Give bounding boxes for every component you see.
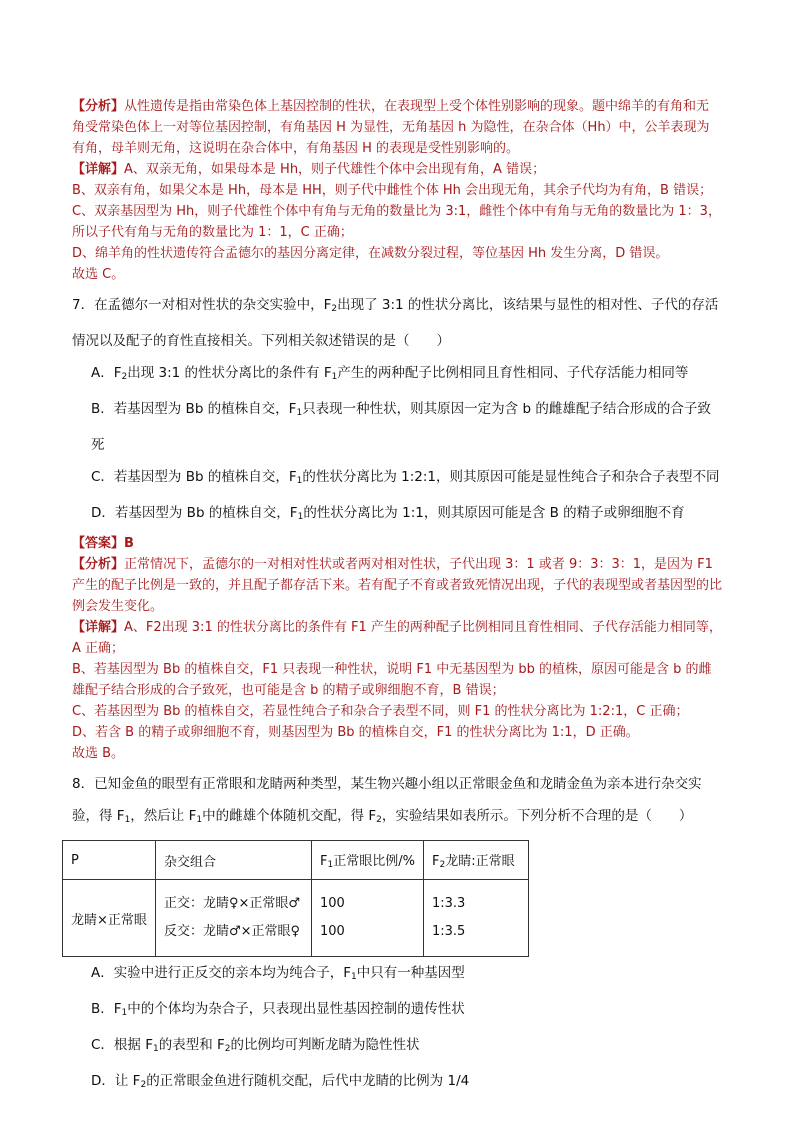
q7-option-a: A．$F_2$出现 3:1 的性状分离比的条件有 $F_1$产生的两种配子比例相同且育性相同、子代存活能力相同等 bbox=[91, 365, 689, 382]
document-page bbox=[72, 96, 722, 1101]
q7-option-c: C．若基因型为 Bb 的植株自交，$F_1$的性状分离比为 1:2:1，则其原因可能是显性纯合子和杂合子表型不同 bbox=[91, 469, 720, 486]
q8-option-c: C．根据 $F_1$的表型和 $F_2$的比例均可判断龙睛为隐性性状 bbox=[91, 1037, 420, 1054]
cell-p-value: 龙睛×正常眼 bbox=[63, 880, 156, 957]
xiangjie-line-a: A、双亲无角，如果母本是 Hh，则子代雄性个体中会出现有角，A 错误； bbox=[124, 162, 546, 177]
header-f1: $F_1$正常眼比例/% bbox=[312, 841, 424, 880]
q8-results-table bbox=[62, 840, 529, 957]
header-cross: 杂交组合 bbox=[156, 841, 312, 880]
q7-line-d: D、若含 B 的精子或卵细胞不育，则基因型为 Bb 的植株自交，F1 的性状分离比为 1:1，D 正确。 bbox=[72, 725, 639, 740]
q8-option-d: D．让 $F_2$的正常眼金鱼进行随机交配，后代中龙睛的比例为 1/4 bbox=[91, 1073, 470, 1090]
q7-xiangjie: 【详解】A、F2出现 3:1 的性状分离比的条件有 F1 产生的两种配子比例相同且育性相同、子代存活能力相同等，A 正确； bbox=[72, 620, 722, 656]
xiangjie-tag: 【详解】 bbox=[72, 162, 125, 177]
header-p: P bbox=[63, 841, 156, 880]
q7-conclusion: 故选 B。 bbox=[72, 746, 125, 761]
q8-option-a: A．实验中进行正反交的亲本均为纯合子，$F_1$中只有一种基因型 bbox=[91, 965, 465, 982]
cell-crosses: 正交：龙睛♀×正常眼♂ 反交：龙睛♂×正常眼♀ bbox=[156, 880, 312, 957]
q7-option-b: B．若基因型为 Bb 的植株自交，$F_1$只表现一种性状，则其原因一定为含 b 的雌雄配子结合形成的合子致死 bbox=[91, 401, 711, 453]
header-f2: $F_2$龙睛:正常眼 bbox=[424, 841, 529, 880]
q7-option-d: D．若基因型为 Bb 的植株自交，$F_1$的性状分离比为 1:1，则其原因可能是含 B 的精子或卵细胞不育 bbox=[91, 505, 685, 522]
q7-answer: 【答案】B bbox=[72, 536, 134, 551]
table-row bbox=[63, 880, 529, 957]
analysis-q6-line-d: D、绵羊角的性状遗传符合孟德尔的基因分离定律，在减数分裂过程，等位基因 Hh 发生分离，D 错误。 bbox=[72, 246, 669, 261]
analysis-q6-line-c: C、双亲基因型为 Hh，则子代雄性个体中有角与无角的数量比为 3:1，雌性个体中有角与无角的数量比为 1：3，所以子代有角与无角的数量比为 1：1，C 正确； bbox=[72, 204, 721, 240]
q7-line-b: B、若基因型为 Bb 的植株自交，F1 只表现一种性状，说明 F1 中无基因型为 bb 的植株，原因可能是含 b 的雌雄配子结合形成的合子致死，也可能是含 b 的精子或卵细胞不育，B 错误； bbox=[72, 662, 712, 698]
cell-f1-values: 100 100 bbox=[312, 880, 424, 957]
q7-line-c: C、若基因型为 Bb 的植株自交，若显性纯合子和杂合子表型不同，则 F1 的性状分离比为 1:2:1，C 正确； bbox=[72, 704, 689, 719]
q8-option-b: B．$F_1$中的个体均为杂合子，只表现出显性基因控制的遗传性状 bbox=[91, 1001, 465, 1018]
table-header-row bbox=[63, 841, 529, 880]
question-8-stem: 8．已知金鱼的眼型有正常眼和龙睛两种类型，某生物兴趣小组以正常眼金鱼和龙睛金鱼为亲本进行杂交实验，得 $F_1$，然后让 $F_1$中的雌雄个体随机交配，得 $F_2$，实验结果如表所示。下列分析不合理的是（ ） bbox=[72, 776, 702, 825]
analysis-q6-line-b: B、双亲有角，如果父本是 Hh，母本是 HH，则子代中雌性个体 Hh 会出现无角，其余子代均为有角，B 错误； bbox=[72, 183, 713, 198]
cell-f2-values: 1:3.3 1:3.5 bbox=[424, 880, 529, 957]
analysis-q6-conclusion: 故选 C。 bbox=[72, 267, 125, 282]
analysis-q6-xiangjie bbox=[72, 159, 722, 180]
fenxi-tag: 【分析】 bbox=[72, 99, 125, 114]
fenxi-text: 从性遗传是指由常染色体上基因控制的性状，在表现型上受个体性别影响的现象。题中绵羊的有角和无角受常染色体上一对等位基因控制，有角基因 H 为显性，无角基因 h 为隐性，在杂合体（Hh）中，公羊表现为有角，母羊则无角，这说明在杂合体中，有角基因 H 的表现是受性别影响的。 bbox=[72, 99, 710, 156]
analysis-q6-fenxi bbox=[72, 96, 722, 159]
question-7-stem: 7．在孟德尔一对相对性状的杂交实验中，$F_2$出现了 3:1 的性状分离比，该结果与显性的相对性、子代的存活情况以及配子的育性直接相关。下列相关叙述错误的是（ ） bbox=[72, 297, 719, 349]
q7-fenxi: 【分析】正常情况下，孟德尔的一对相对性状或者两对相对性状，子代出现 3：1 或者 9：3：3：1，是因为 F1 产生的配子比例是一致的，并且配子都存活下来。若有配子不育或者致死情况出现，子代的表现型或者基因型的比例会发生变化。 bbox=[72, 557, 723, 614]
